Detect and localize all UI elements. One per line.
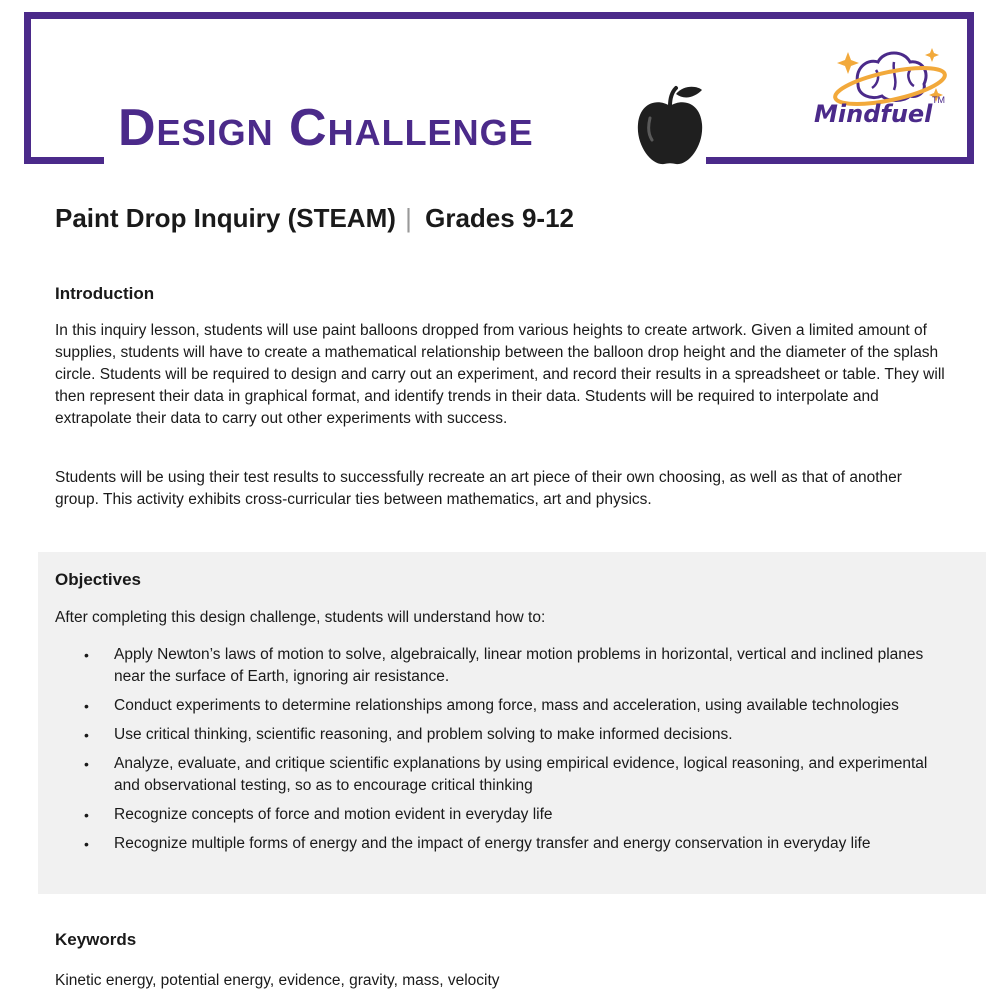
header-frame-right xyxy=(967,12,974,164)
header-frame-bottom-left xyxy=(24,157,104,164)
document-title xyxy=(55,203,574,234)
objective-item: • Recognize concepts of force and motion evident in everyday life xyxy=(55,804,935,826)
logo-trademark: TM xyxy=(932,95,945,105)
introduction-heading: Introduction xyxy=(55,284,155,303)
banner-title: Design Challenge xyxy=(118,99,534,157)
objective-item: • Recognize multiple forms of energy and the impact of energy transfer and energy conservation in everyday life xyxy=(55,833,935,855)
header-frame-top xyxy=(24,12,974,19)
title-separator: | xyxy=(405,203,412,233)
objective-item: • Conduct experiments to determine relationships among force, mass and acceleration, using available technologies xyxy=(55,695,935,717)
grade-level: Grades 9-12 xyxy=(425,203,574,233)
header-frame-left xyxy=(24,12,31,164)
objective-item: • Analyze, evaluate, and critique scientific explanations by using empirical evidence, logical reasoning, and experimental and observational testing, so as to encourage critical thinking xyxy=(55,753,935,797)
apple-icon xyxy=(634,84,706,168)
keywords-text: Kinetic energy, potential energy, evidence, gravity, mass, velocity xyxy=(55,972,500,989)
document-title-text: Paint Drop Inquiry (STEAM) xyxy=(55,203,396,233)
header-frame-bottom-right xyxy=(706,157,974,164)
objective-item: • Use critical thinking, scientific reasoning, and problem solving to make informed decisions. xyxy=(55,724,935,746)
objectives-heading: Objectives xyxy=(55,570,141,589)
keywords-heading: Keywords xyxy=(55,930,137,949)
objective-item: • Apply Newton’s laws of motion to solve, algebraically, linear motion problems in horizontal, vertical and inclined planes near the surface of Earth, ignoring air resistance. xyxy=(55,644,935,688)
logo-wordmark: Mindfuel xyxy=(814,100,933,128)
objectives-lead: After completing this design challenge, students will understand how to: xyxy=(55,609,546,626)
introduction-paragraph: In this inquiry lesson, students will use paint balloons dropped from various heights to create artwork. Given a limited amount of supplies, students will have to create a mathematical relationship between the balloon drop height and the diameter of the splash circle. Students will be required to design and carry out an experiment, and record their results in a spreadsheet or table. They will then represent their data in graphical format, and identify trends in their data. Students will be required to interpolate and extrapolate their data to carry out other experiments with success. xyxy=(55,322,945,427)
objectives-list xyxy=(55,644,935,862)
introduction-paragraph: Students will be using their test results to successfully recreate an art piece of their own choosing, as well as that of another group. This activity exhibits cross-curricular ties between mathematics, art and physics. xyxy=(55,469,902,508)
